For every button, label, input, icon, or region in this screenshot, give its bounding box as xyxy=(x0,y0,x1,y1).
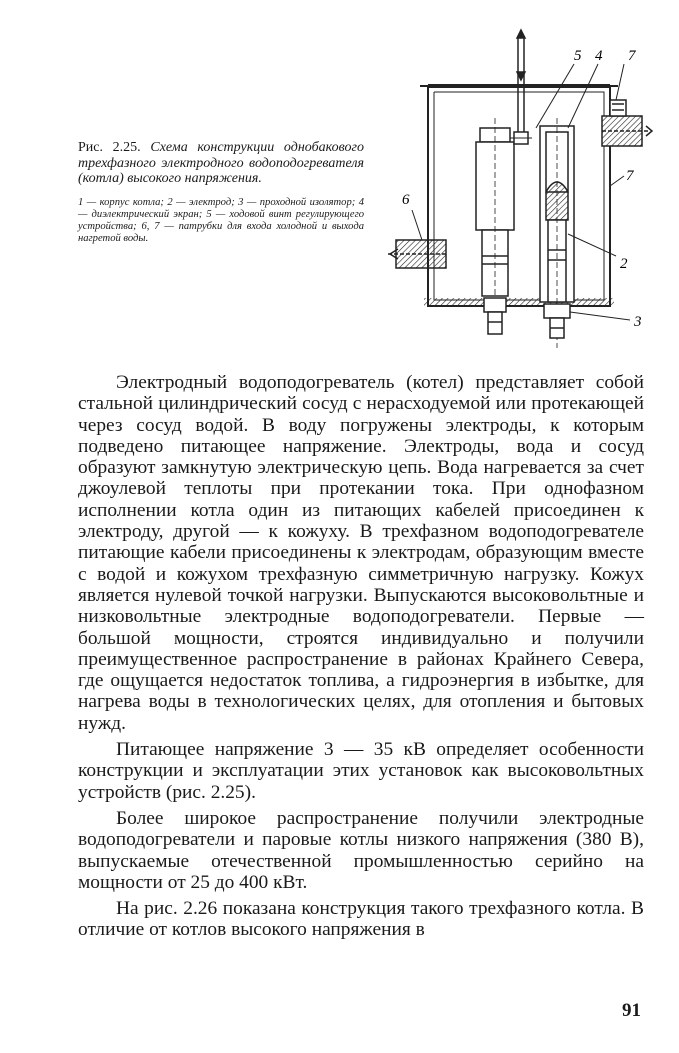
label-3: 3 xyxy=(634,314,642,330)
caption-title xyxy=(78,140,364,187)
label-4: 4 xyxy=(595,48,603,64)
figure-caption xyxy=(78,140,364,245)
electrode-right-screen xyxy=(540,118,574,348)
outlet-pipe-7 xyxy=(602,100,652,146)
label-6: 6 xyxy=(402,192,410,208)
caption-label: Рис. 2.25. xyxy=(78,140,141,155)
paragraph-4: На рис. 2.26 показана конструкция такого трехфазного котла. В отличие от котлов высокого напряжения в xyxy=(78,898,644,941)
caption-legend: 1 — корпус котла; 2 — электрод; 3 — проходной изолятор; 4 — диэлектрический экран; 5 — ходовой винт регулирующего устройства; 6, 7 — патрубки для входа холодной и выхода нагретой воды. xyxy=(78,196,364,245)
caption-text: Схема конструкции однобакового трехфазного электродного водоподогревателя (котла) высокого напряжения. xyxy=(78,140,364,186)
label-2: 2 xyxy=(620,256,628,272)
label-7-top: 7 xyxy=(628,48,636,64)
label-5: 5 xyxy=(574,48,582,64)
page-number: 91 xyxy=(622,1000,641,1021)
inlet-pipe-6 xyxy=(388,210,448,268)
label-7-side: 7 xyxy=(626,168,634,184)
paragraph-3: Более широкое распространение получили электродные водоподогреватели и паровые котлы низкого напряжения (380 В), выпускаемые отечественной промышленностью серийно на мощности от 25 до 400 кВт. xyxy=(78,807,644,893)
body-text xyxy=(78,372,644,946)
boiler-diagram xyxy=(384,28,660,363)
paragraph-2: Питающее напряжение 3 — 35 кВ определяет особенности конструкции и эксплуатации этих установок как высоковольтных устройств (рис. 2.25). xyxy=(78,739,644,803)
paragraph-1: Электродный водоподогреватель (котел) представляет собой стальной цилиндрический сосуд с нерасходуемой или протекающей через сосуд водой. В воду погружены электроды, к которым подведено питающее напряжение. Электроды, вода и сосуд образуют замкнутую электрическую цепь. Вода нагревается за счет джоулевой теплоты при протекании тока. При однофазном исполнении котла один из питающих кабелей присоединен к электроду, другой — к кожуху. В трехфазном водоподогревателе питающие кабели присоединены к электродам, образующим вместе с водой и кожухом трехфазную симметричную нагрузку. Кожух является нулевой точкой нагрузки. Выпускаются высоковольтные и низковольтные электродные водоподогреватели. Первые — большой мощности, строятся индивидуально и получили преимущественное распространение в районах Крайнего Севера, где ощущается недостаток топлива, а гидроэнергия в избытке, для нагрева воды в технологических целях, для отопления и бытовых нужд. xyxy=(78,372,644,734)
boiler-housing xyxy=(420,86,618,306)
